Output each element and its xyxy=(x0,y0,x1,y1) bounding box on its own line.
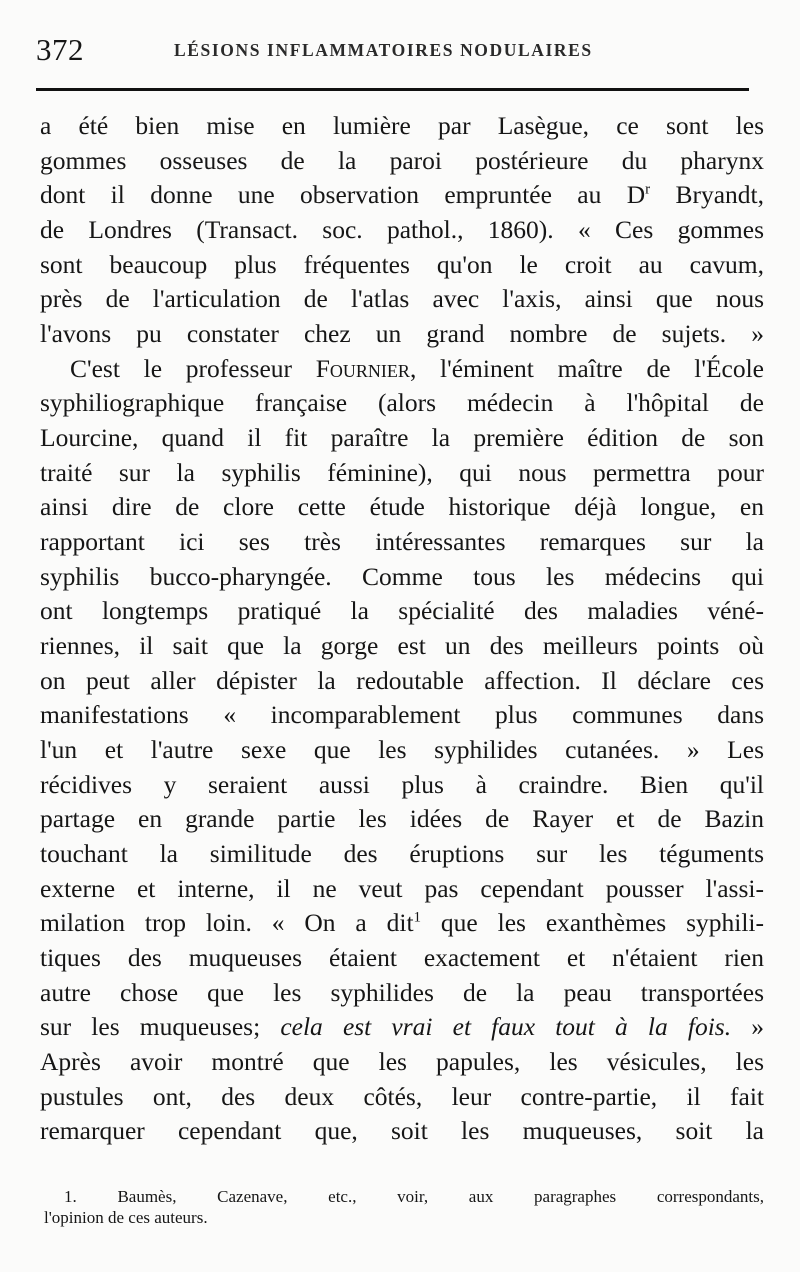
text-line: près de l'articulation de l'atlas avec l'axis, ainsi que nous xyxy=(40,284,764,314)
footnote xyxy=(44,1186,764,1228)
text-line: syphilis bucco-pharyngée. Comme tous les médecins qui xyxy=(40,561,764,591)
superscript: r xyxy=(645,181,651,198)
body-text xyxy=(40,109,764,1149)
text-line: sont beaucoup plus fréquentes qu'on le croit au cavum, xyxy=(40,249,764,279)
text-line xyxy=(40,178,764,213)
footnote-line: 1. Baumès, Cazenave, etc., voir, aux paragraphes correspondants, xyxy=(64,1187,764,1206)
italic-quote: cela est vrai et faux tout à la fois. xyxy=(280,1012,732,1042)
text-fragment: dont il donne une observation empruntée au D xyxy=(40,180,646,210)
text-line: touchant la similitude des éruptions sur les téguments xyxy=(40,839,764,869)
text-line: on peut aller dépister la redoutable affection. Il déclare ces xyxy=(40,665,764,695)
text-line: l'avons pu constater chez un grand nombre de sujets. » xyxy=(40,319,764,349)
text-line: Lourcine, quand il fit paraître la première édition de son xyxy=(40,423,764,453)
author-name: Fournier xyxy=(315,353,410,383)
text-line xyxy=(40,906,764,941)
text-line: ainsi dire de clore cette étude historique déjà longue, en xyxy=(40,492,764,522)
text-fragment: C'est le professeur xyxy=(70,353,316,383)
text-line: manifestations « incomparablement plus communes dans xyxy=(40,700,764,730)
text-line: rapportant ici ses très intéressantes remarques sur la xyxy=(40,527,764,557)
text-line: ont longtemps pratiqué la spécialité des maladies véné- xyxy=(40,596,764,626)
text-line: syphiliographique française (alors médecin à l'hôpital de xyxy=(40,388,764,418)
text-fragment: milation trop loin. « On a dit xyxy=(40,908,414,938)
text-line: riennes, il sait que la gorge est un des meilleurs points où xyxy=(40,631,764,661)
text-line: Après avoir montré que les papules, les vésicules, les xyxy=(40,1047,764,1077)
text-line: externe et interne, il ne veut pas cependant pousser l'assi- xyxy=(40,873,764,903)
text-line: l'un et l'autre sexe que les syphilides cutanées. » Les xyxy=(40,735,764,765)
text-line: remarquer cependant que, soit les muqueuses, soit la xyxy=(40,1116,764,1146)
text-line xyxy=(40,352,764,387)
text-line: tiques des muqueuses étaient exactement et n'étaient rien xyxy=(40,943,764,973)
text-line: traité sur la syphilis féminine), qui nous permettra pour xyxy=(40,457,764,487)
text-line: de Londres (Transact. soc. pathol., 1860). « Ces gommes xyxy=(40,215,764,245)
footnote-ref: 1 xyxy=(413,909,422,926)
text-fragment: sur les muqueuses; xyxy=(40,1012,281,1042)
text-line: gommes osseuses de la paroi postérieure du pharynx xyxy=(40,145,764,175)
text-line: récidives y seraient aussi plus à craindre. Bien qu'il xyxy=(40,769,764,799)
text-fragment: que les exanthèmes syphili- xyxy=(421,908,764,938)
text-fragment: » xyxy=(731,1012,764,1042)
text-line xyxy=(40,1010,764,1045)
text-fragment: , l'éminent maître de l'École xyxy=(409,353,764,383)
text-line: partage en grande partie les idées de Rayer et de Bazin xyxy=(40,804,764,834)
header-rule xyxy=(36,88,749,91)
footnote-line: l'opinion de ces auteurs. xyxy=(44,1208,208,1227)
text-line: pustules ont, des deux côtés, leur contre-partie, il fait xyxy=(40,1081,764,1111)
text-line: autre chose que les syphilides de la peau transportées xyxy=(40,977,764,1007)
text-fragment: Bryandt, xyxy=(650,180,764,210)
text-line: a été bien mise en lumière par Lasègue, ce sont les xyxy=(40,111,764,140)
running-title: LÉSIONS INFLAMMATOIRES NODULAIRES xyxy=(174,40,593,60)
page-header xyxy=(36,30,764,70)
page-number: 372 xyxy=(36,32,84,67)
